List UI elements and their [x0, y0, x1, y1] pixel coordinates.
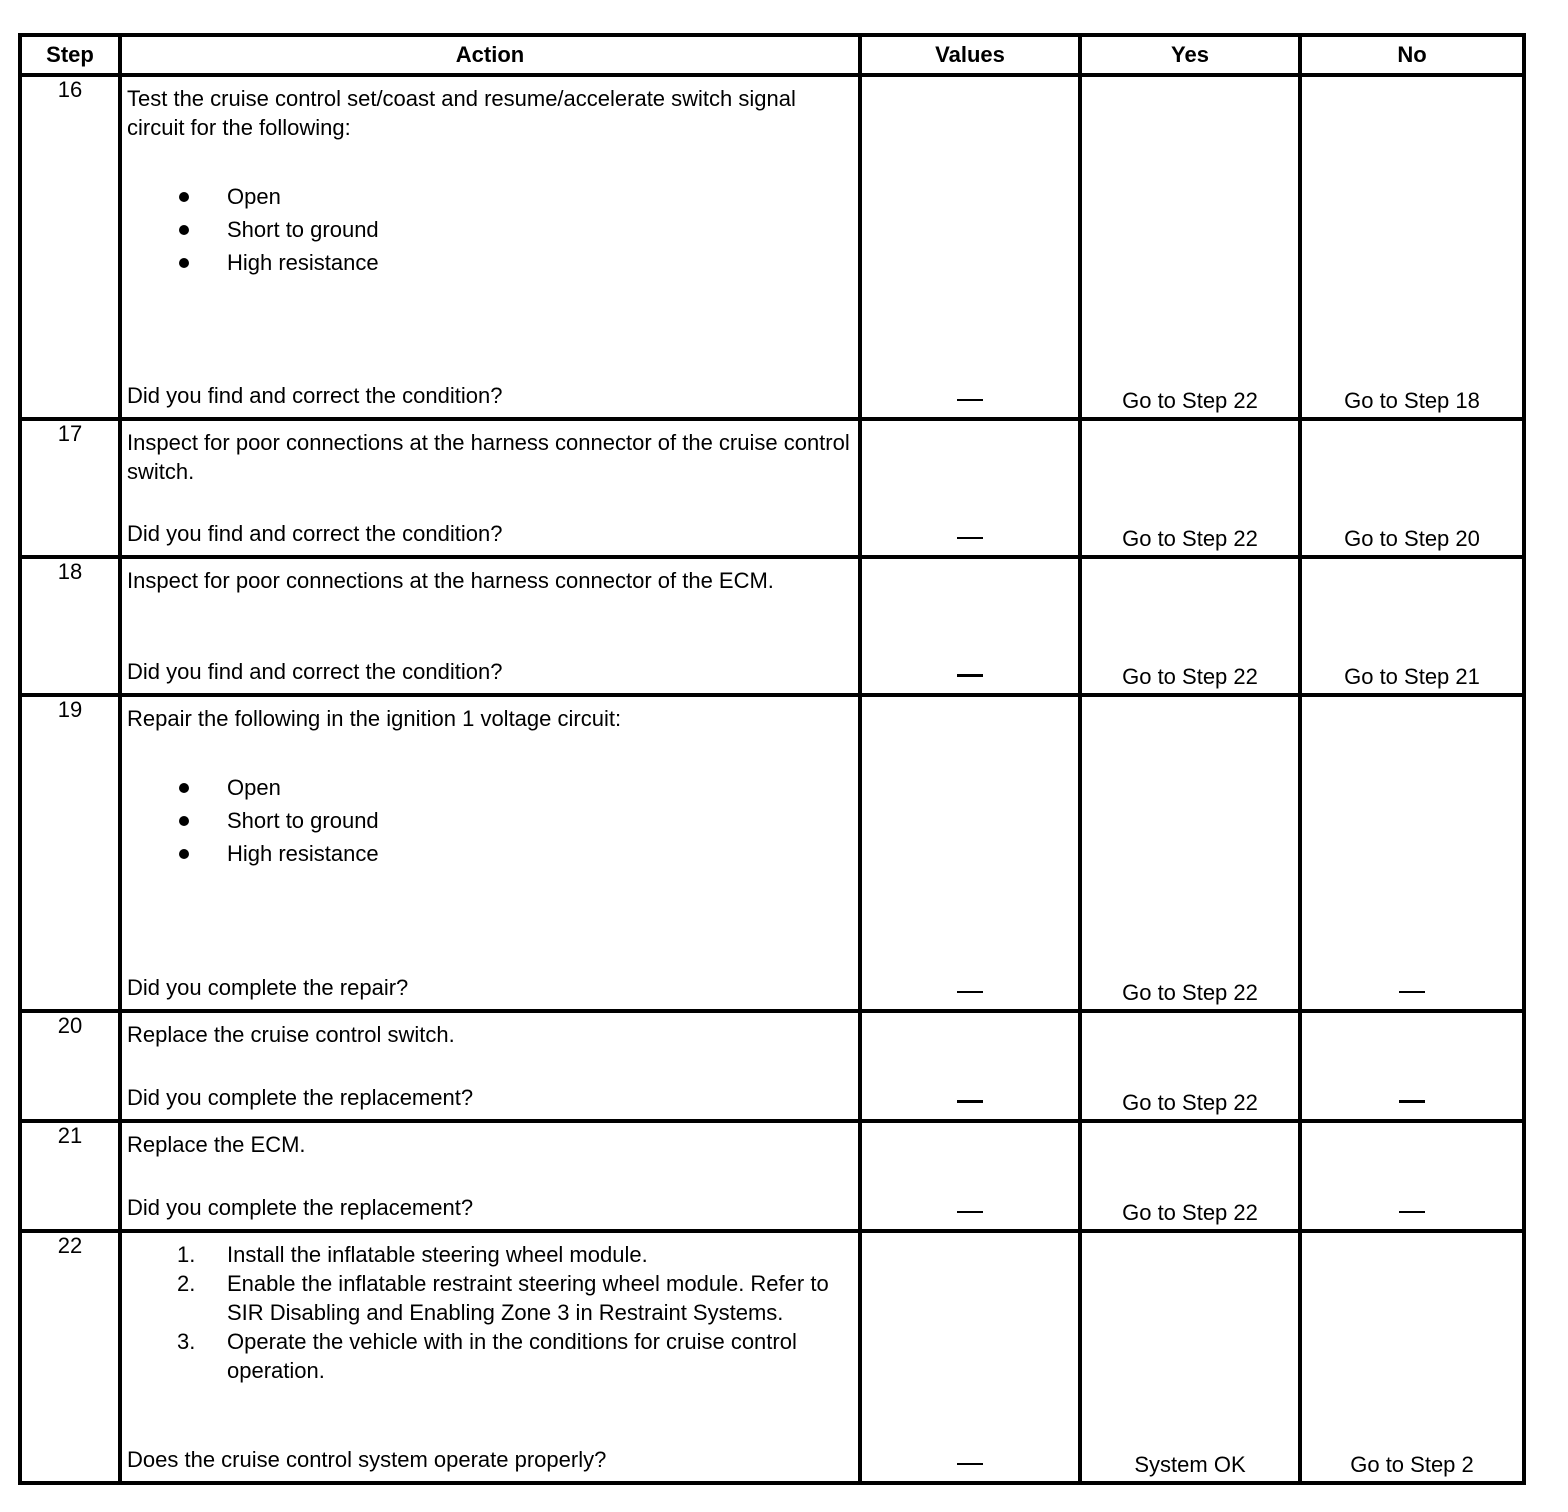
yes-text: System OK — [1134, 1452, 1246, 1477]
action-question: Did you find and correct the condition? — [127, 521, 503, 546]
no-cell — [1300, 695, 1524, 1011]
values-cell — [860, 1011, 1080, 1121]
values-cell — [860, 557, 1080, 695]
yes-text: Go to Step 22 — [1122, 526, 1258, 551]
action-text: Replace the cruise control switch. — [127, 1022, 455, 1047]
bullet-list — [127, 771, 854, 870]
action-question: Does the cruise control system operate properly? — [127, 1447, 607, 1472]
no-text: Go to Step 2 — [1350, 1452, 1474, 1477]
numbered-list — [127, 1240, 854, 1385]
step-number: 21 — [20, 1121, 120, 1231]
yes-text: Go to Step 22 — [1122, 980, 1258, 1005]
yes-text: Go to Step 22 — [1122, 1200, 1258, 1225]
yes-cell — [1080, 75, 1300, 419]
yes-cell — [1080, 1011, 1300, 1121]
yes-cell — [1080, 695, 1300, 1011]
action-question: Did you complete the replacement? — [127, 1085, 474, 1110]
values-dash — [957, 1463, 983, 1465]
values-dash — [957, 1211, 983, 1213]
values-cell — [860, 75, 1080, 419]
action-text: Repair the following in the ignition 1 voltage circuit: — [127, 706, 622, 731]
step-number: 20 — [20, 1011, 120, 1121]
step-number: 17 — [20, 419, 120, 557]
action-question: Did you complete the repair? — [127, 975, 409, 1000]
action-question: Did you find and correct the condition? — [127, 383, 503, 408]
yes-text: Go to Step 22 — [1122, 1090, 1258, 1115]
yes-cell — [1080, 1231, 1300, 1483]
bullet-icon — [179, 225, 189, 235]
values-dash — [957, 991, 983, 993]
action-cell — [120, 1011, 860, 1121]
yes-cell — [1080, 557, 1300, 695]
header-step: Step — [20, 35, 120, 75]
list-item: Open — [127, 180, 854, 213]
step-number: 18 — [20, 557, 120, 695]
diagnostic-table — [18, 33, 1526, 1485]
no-cell — [1300, 557, 1524, 695]
no-cell — [1300, 1011, 1524, 1121]
action-cell — [120, 1121, 860, 1231]
action-cell — [120, 695, 860, 1011]
no-cell — [1300, 1231, 1524, 1483]
values-cell — [860, 419, 1080, 557]
action-question: Did you complete the replacement? — [127, 1195, 474, 1220]
bullet-icon — [179, 783, 189, 793]
header-row — [20, 35, 1524, 75]
no-cell — [1300, 1121, 1524, 1231]
list-item: Short to ground — [127, 804, 854, 837]
values-dash — [957, 399, 983, 401]
bullet-icon — [179, 192, 189, 202]
values-cell — [860, 695, 1080, 1011]
list-item: 3. Operate the vehicle with in the conditions for cruise control operation. — [177, 1329, 797, 1383]
list-item: 1. Install the inflatable steering wheel module. — [177, 1242, 648, 1267]
header-no: No — [1300, 35, 1524, 75]
action-cell — [120, 1231, 860, 1483]
list-item: High resistance — [127, 246, 854, 279]
header-yes: Yes — [1080, 35, 1300, 75]
list-item: 2. Enable the inflatable restraint steering wheel module. Refer to SIR Disabling and Enabling Zone 3 in Restraint Systems. — [177, 1271, 829, 1325]
header-action: Action — [120, 35, 860, 75]
table-row — [20, 1231, 1524, 1483]
values-dash — [957, 1100, 983, 1103]
step-number: 19 — [20, 695, 120, 1011]
yes-text: Go to Step 22 — [1122, 664, 1258, 689]
yes-cell — [1080, 1121, 1300, 1231]
values-cell — [860, 1231, 1080, 1483]
no-text: Go to Step 18 — [1344, 388, 1480, 413]
step-number: 16 — [20, 75, 120, 419]
list-item: Short to ground — [127, 213, 854, 246]
yes-cell — [1080, 419, 1300, 557]
bullet-icon — [179, 816, 189, 826]
table-row — [20, 75, 1524, 419]
table-row — [20, 1011, 1524, 1121]
action-text: Inspect for poor connections at the harness connector of the ECM. — [127, 568, 774, 593]
values-cell — [860, 1121, 1080, 1231]
bullet-list — [127, 180, 854, 279]
action-cell — [120, 419, 860, 557]
no-text: Go to Step 21 — [1344, 664, 1480, 689]
action-question: Did you find and correct the condition? — [127, 659, 503, 684]
action-text: Replace the ECM. — [127, 1132, 306, 1157]
no-cell — [1300, 75, 1524, 419]
bullet-icon — [179, 849, 189, 859]
values-dash — [957, 674, 983, 677]
no-cell — [1300, 419, 1524, 557]
header-values: Values — [860, 35, 1080, 75]
no-text: Go to Step 20 — [1344, 526, 1480, 551]
list-item: High resistance — [127, 837, 854, 870]
table-row — [20, 557, 1524, 695]
table-row — [20, 419, 1524, 557]
bullet-icon — [179, 258, 189, 268]
action-text: Inspect for poor connections at the harness connector of the cruise control switch. — [127, 430, 850, 484]
yes-text: Go to Step 22 — [1122, 388, 1258, 413]
action-text: Test the cruise control set/coast and resume/accelerate switch signal circuit for the following: — [127, 86, 796, 140]
list-item: Open — [127, 771, 854, 804]
table-row — [20, 695, 1524, 1011]
no-dash — [1399, 1100, 1425, 1103]
table-row — [20, 1121, 1524, 1231]
no-dash — [1399, 991, 1425, 993]
action-cell — [120, 557, 860, 695]
action-cell — [120, 75, 860, 419]
no-dash — [1399, 1211, 1425, 1213]
values-dash — [957, 537, 983, 539]
step-number: 22 — [20, 1231, 120, 1483]
